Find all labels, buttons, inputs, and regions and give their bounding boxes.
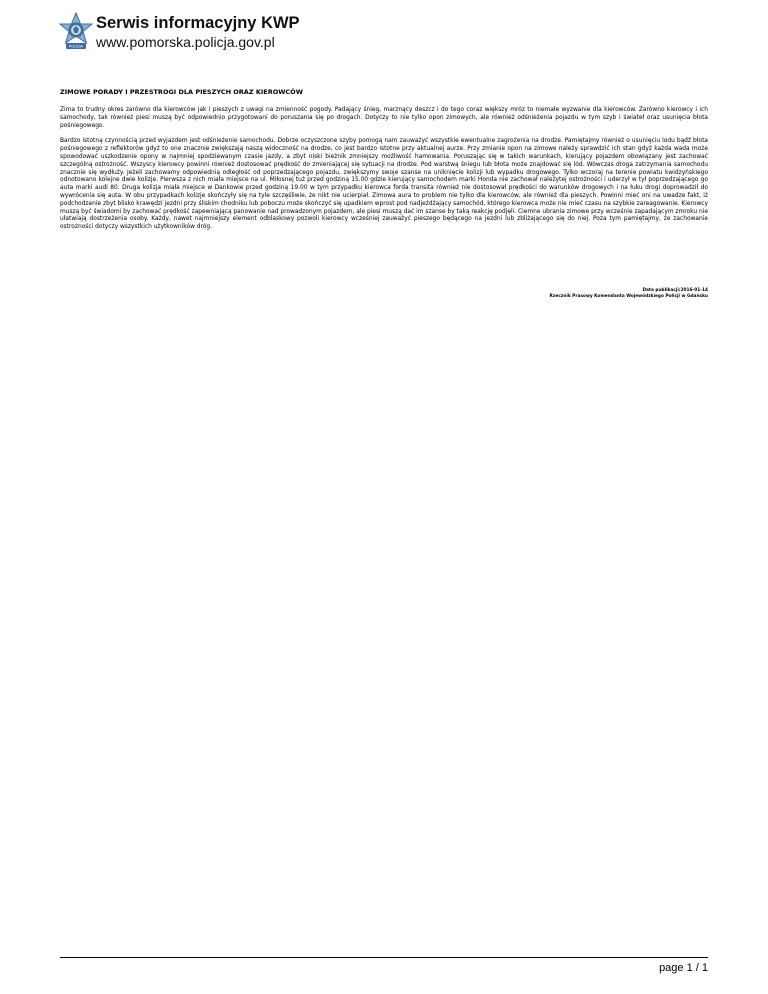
police-star-badge-icon xyxy=(58,12,94,56)
site-header xyxy=(58,12,458,56)
publication-date: Data publikacji:2016-01-14 xyxy=(642,288,708,293)
article-meta xyxy=(550,288,708,300)
page-number: page 1 / 1 xyxy=(659,962,708,974)
article-paragraph: Bardzo istotną czynnością przed wyjazdem jest odśnieżenie samochodu. Dobrze oczyszczone szyby pomogą nam zauważyć wszystkie ewentualne zagrożenia na drodze. Pamiętajmy również o usunięciu lodu bądź błota pośniegowego z reflektorów gdyż to one znacznie zwiększają naszą widoczność na drodze, co jest bardzo istotne przy aktualnej aurze. Przy zmianie opon na zimowe należy sprawdzić ich stan gdyż każda wada może spowodować uszkodzenie opony w najmniej spodziewanym czasie jazdy, a zbyt niski bieżnik zmniejszy możliwość hamowania. Poruszając się w takich warunkach, kierujący pojazdem obowiązany jest zachować szczególną ostrożność. Wszyscy kierowcy powinni również dostosować prędkość do zmieniającej się sytuacji na drodze. Pod warstwą śniegu lub błota może znajdować się lód. Wówczas droga zatrzymania samochodu znacznie się wydłuży. Jeżeli zachowamy odpowiednią odległość od poprzedzającego pojazdu, zwiększymy swoje szanse na uniknięcie kolizji lub wypadku drogowego. Tylko wczoraj na terenie powiatu kwidzyńskiego odnotowano kolejne dwie kolizje. Pierwsza z nich miała miejsce na ul. Miłosnej tuż przed godziną 15.00 gdzie kierujący samochodem marki Honda nie zachował należytej ostrożności i uderzył w tył poprzedzającego go auta marki audi 80. Druga kolizja miała miejsce w Dankowie przed godziną 19.00 w tym przypadku kierowca forda transita również nie dostosował prędkości do warunków drogowych i na łuku drogi doprowadził do wywrócenia się auta. W obu przypadkach kolizje skończyły się na tyle szczęśliwie, że nikt nie ucierpiał. Zimowa aura to problem nie tylko dla kierowców, ale również dla pieszych. Powinni mieć oni na uwadze fakt, iż podchodzenie zbyt blisko krawędzi jezdni przy śliskim chodniku lub poboczu może skończyć się upadkiem wprost pod nadjeżdżający samochód, którego kierowca może nie mieć czasu na szybkie zareagowanie. Kierowcy muszą być świadomi by zachować prędkość zapewniającą panowanie nad prowadzonym pojazdem, ale piesi muszą dać im szanse by taką reakcję podjęli. Ciemne ubrania zimowe przy wcześnie zapadającym zmroku nie ułatwiają dostrzeżenia osoby. Każdy, nawet najmniejszy element odblaskowy pozwoli kierowcy wcześniej zauważyć pieszego będącego na jezdni lub zbliżającego się do niej. Poza tym pamiętajmy, że zachowanie ostrożności dotyczy wszystkich użytkowników dróg. xyxy=(60,138,708,231)
article-paragraph: Zima to trudny okres zarówno dla kierowców jak i pieszych z uwagi na zmienność pogody. Padający śnieg, marznący deszcz i do tego coraz większy mróz to niemałe wyzwanie dla kierowców. Zarówno kierowcy i ich samochody, tak również piesi muszą być odpowiednio przygotowani do poruszania się po drogach. Dotyczy to nie tylko opon zimowych, ale również odśnieżenia pojazdu w tym szyb i świateł oraz usunięcia błota pośniegowego. xyxy=(60,107,708,129)
footer-divider xyxy=(60,957,708,958)
site-title: Serwis informacyjny KWP xyxy=(96,14,300,32)
article xyxy=(60,88,708,240)
article-title: ZIMOWE PORADY I PRZESTROGI DLA PIESZYCH ORAZ KIEROWCÓW xyxy=(60,88,303,96)
site-url: www.pomorska.policja.gov.pl xyxy=(96,34,275,50)
article-author: Rzecznik Prasowy Komendanta Wojewódzkiego Policji w Gdańsku xyxy=(549,294,708,299)
logo-text: POLICJA xyxy=(68,44,84,49)
